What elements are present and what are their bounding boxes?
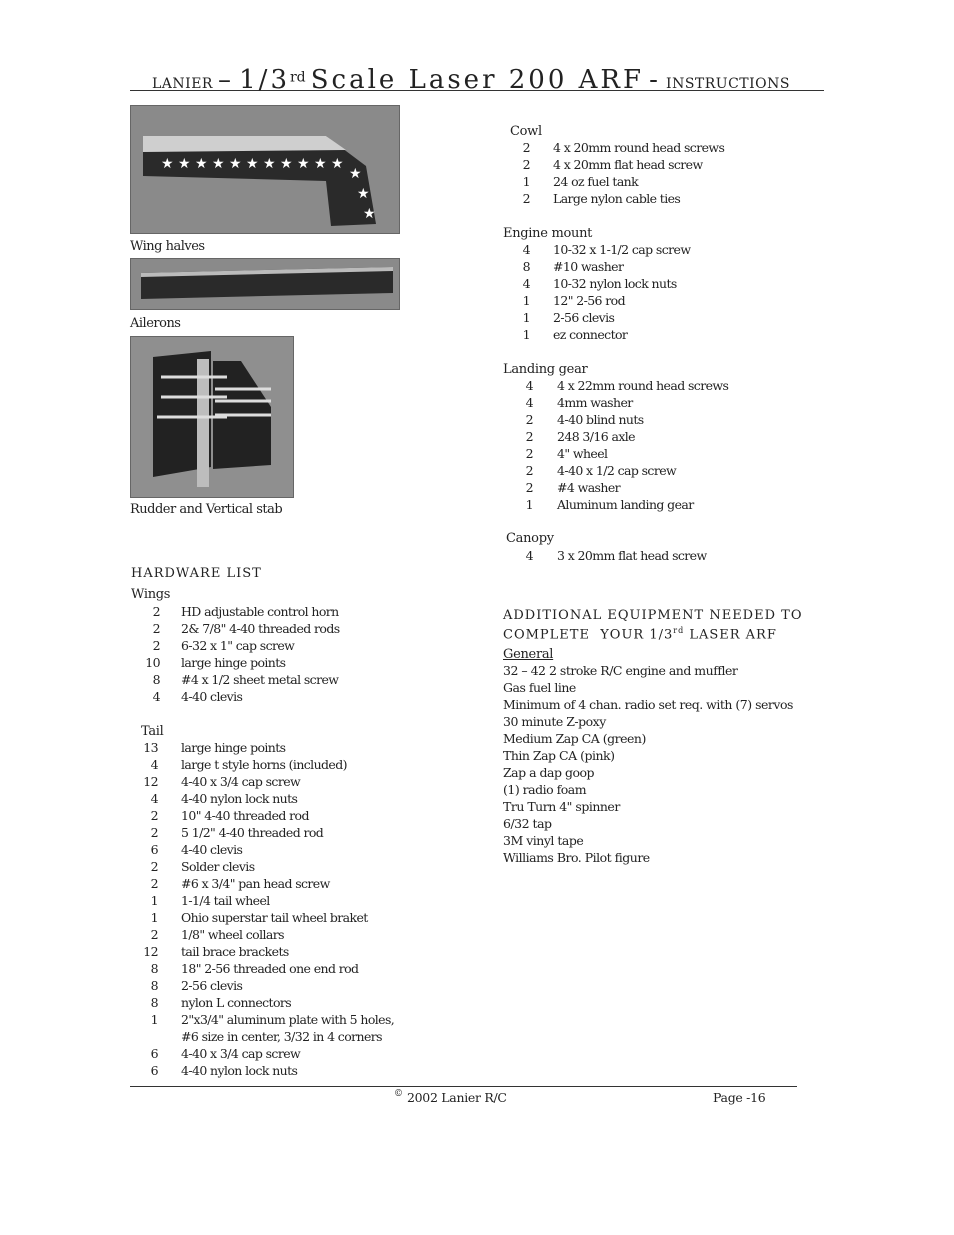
item-quantity: 2: [525, 463, 533, 478]
ailerons-caption: Ailerons: [130, 316, 181, 331]
item-quantity: 4: [150, 757, 158, 772]
ailerons-photo: [130, 258, 400, 310]
landing-gear-label: Landing gear: [503, 362, 588, 377]
additional-item: 6/32 tap: [503, 816, 552, 831]
wing-halves-photo: [130, 105, 400, 234]
item-quantity: 2: [152, 638, 160, 653]
item-description: 4-40 blind nuts: [557, 412, 644, 427]
additional-item: Tru Turn 4" spinner: [503, 799, 620, 814]
item-description: #10 washer: [553, 259, 624, 274]
item-description: 4-40 clevis: [181, 842, 243, 857]
additional-item: 3M vinyl tape: [503, 833, 584, 848]
item-quantity: 6: [150, 1063, 158, 1078]
item-description: 2"x3/4" aluminum plate with 5 holes,: [181, 1012, 395, 1027]
item-description: 4-40 nylon lock nuts: [181, 1063, 298, 1078]
item-description: HD adjustable control horn: [181, 604, 339, 619]
item-description: 24 oz fuel tank: [553, 174, 639, 189]
item-quantity: 2: [150, 825, 158, 840]
item-quantity: 1: [150, 910, 158, 925]
item-description: 3 x 20mm flat head screw: [557, 548, 707, 563]
item-description: 2& 7/8" 4-40 threaded rods: [181, 621, 340, 636]
item-quantity: 4: [522, 276, 530, 291]
item-description: #4 washer: [557, 480, 620, 495]
item-quantity: 10: [145, 655, 160, 670]
item-description: large hinge points: [181, 655, 286, 670]
item-quantity: 1: [522, 293, 530, 308]
item-quantity: 1: [522, 327, 530, 342]
tail-label: Tail: [141, 724, 164, 739]
additional-title-line2-text: COMPLETE YOUR 1/3: [503, 627, 674, 643]
item-description: 4-40 x 3/4 cap screw: [181, 1046, 301, 1061]
item-quantity: 2: [150, 927, 158, 942]
item-quantity: 2: [525, 446, 533, 461]
item-quantity: 2: [525, 480, 533, 495]
item-quantity: 1: [525, 497, 533, 512]
item-quantity: 2: [150, 859, 158, 874]
item-description: tail brace brackets: [181, 944, 289, 959]
item-description: 248 3/16 axle: [557, 429, 635, 444]
item-quantity: 13: [143, 740, 158, 755]
item-quantity: 2: [152, 604, 160, 619]
item-description: 1/8" wheel collars: [181, 927, 284, 942]
canopy-label: Canopy: [506, 531, 554, 546]
item-description: 18" 2-56 threaded one end rod: [181, 961, 359, 976]
additional-item: Williams Bro. Pilot figure: [503, 850, 650, 865]
copyright-text: 2002 Lanier R/C: [407, 1090, 507, 1105]
item-quantity: 2: [522, 157, 530, 172]
additional-item: Zap a dap goop: [503, 765, 595, 780]
item-description: nylon L connectors: [181, 995, 292, 1010]
item-description: 4-40 nylon lock nuts: [181, 791, 298, 806]
additional-item: Minimum of 4 chan. radio set req. with (7) servos: [503, 697, 793, 712]
rudder-caption: Rudder and Vertical stab: [130, 502, 283, 517]
item-quantity: 2: [150, 876, 158, 891]
header-sup: rd: [289, 69, 306, 86]
svg-text:★: ★: [363, 206, 376, 222]
additional-item: 30 minute Z-poxy: [503, 714, 606, 729]
item-description: 2-56 clevis: [181, 978, 243, 993]
general-label: General: [503, 647, 554, 662]
item-quantity: 1: [150, 1012, 158, 1027]
item-quantity: 2: [522, 140, 530, 155]
item-quantity: 4: [525, 378, 533, 393]
item-description: Large nylon cable ties: [553, 191, 681, 206]
item-description: 4-40 x 1/2 cap screw: [557, 463, 677, 478]
svg-text:★ ★ ★ ★ ★ ★ ★ ★ ★ ★ ★: ★ ★ ★ ★ ★ ★ ★ ★ ★ ★ ★: [161, 156, 344, 172]
item-description: #4 x 1/2 sheet metal screw: [181, 672, 339, 687]
item-quantity: 2: [525, 429, 533, 444]
wing-halves-caption: Wing halves: [130, 239, 205, 254]
item-description: 12" 2-56 rod: [553, 293, 625, 308]
rudder-image: [131, 337, 293, 497]
item-quantity: 4: [150, 791, 158, 806]
additional-item: Thin Zap CA (pink): [503, 748, 615, 763]
item-quantity: 6: [150, 1046, 158, 1061]
additional-item: (1) radio foam: [503, 782, 587, 797]
item-quantity: 8: [152, 672, 160, 687]
item-description: ez connector: [553, 327, 628, 342]
header-fraction: 1/3: [239, 65, 290, 95]
ailerons-image: [131, 259, 399, 309]
item-description: 4-40 clevis: [181, 689, 243, 704]
item-quantity: 1: [150, 893, 158, 908]
additional-item: Gas fuel line: [503, 680, 576, 695]
item-description: 10-32 nylon lock nuts: [553, 276, 677, 291]
additional-title-sup: rd: [673, 626, 685, 635]
item-description: Solder clevis: [181, 859, 255, 874]
item-quantity: 6: [150, 842, 158, 857]
hardware-list-title: HARDWARE LIST: [131, 566, 262, 581]
item-description: 6-32 x 1" cap screw: [181, 638, 295, 653]
item-quantity: 12: [143, 944, 158, 959]
item-quantity: 4: [525, 395, 533, 410]
item-quantity: 8: [150, 961, 158, 976]
item-description: 10" 4-40 threaded rod: [181, 808, 309, 823]
item-description: #6 size in center, 3/32 in 4 corners: [181, 1029, 382, 1044]
item-description: #6 x 3/4" pan head screw: [181, 876, 330, 891]
item-quantity: 4: [525, 548, 533, 563]
item-quantity: 2: [525, 412, 533, 427]
item-description: 4-40 x 3/4 cap screw: [181, 774, 301, 789]
additional-title-line2: [503, 626, 777, 642]
cowl-label: Cowl: [510, 124, 542, 139]
item-description: Aluminum landing gear: [557, 497, 694, 512]
engine-mount-label: Engine mount: [503, 226, 593, 241]
additional-title-line1: ADDITIONAL EQUIPMENT NEEDED TO: [503, 608, 803, 623]
footer-rule: [130, 1086, 797, 1087]
header-brand: LANIER: [152, 76, 213, 92]
wings-label: Wings: [131, 587, 171, 602]
svg-text:★: ★: [349, 166, 362, 182]
header-instructions: INSTRUCTIONS: [666, 76, 790, 92]
wing-halves-image: [131, 106, 399, 233]
item-quantity: 1: [522, 174, 530, 189]
item-description: Ohio superstar tail wheel braket: [181, 910, 368, 925]
additional-item: 32 – 42 2 stroke R/C engine and muffler: [503, 663, 738, 678]
copyright-symbol: ©: [394, 1089, 403, 1099]
item-quantity: 8: [522, 259, 530, 274]
item-quantity: 2: [522, 191, 530, 206]
item-quantity: 1: [522, 310, 530, 325]
item-description: large t style horns (included): [181, 757, 347, 772]
item-description: 10-32 x 1-1/2 cap screw: [553, 242, 691, 257]
header-title: Scale Laser 200 ARF: [310, 65, 645, 95]
item-quantity: 8: [150, 978, 158, 993]
item-description: 4mm washer: [557, 395, 633, 410]
additional-title-line2-end: LASER ARF: [684, 627, 777, 643]
item-quantity: 4: [152, 689, 160, 704]
item-quantity: 2: [150, 808, 158, 823]
header-dash-2: -: [649, 65, 661, 95]
item-quantity: 12: [143, 774, 158, 789]
item-description: 4 x 22mm round head screws: [557, 378, 729, 393]
item-quantity: 2: [152, 621, 160, 636]
rudder-photo: [130, 336, 294, 498]
svg-text:★: ★: [357, 186, 370, 202]
item-quantity: 4: [522, 242, 530, 257]
item-description: 4 x 20mm flat head screw: [553, 157, 703, 172]
item-description: 1-1/4 tail wheel: [181, 893, 270, 908]
item-description: 4 x 20mm round head screws: [553, 140, 725, 155]
page-header: [130, 56, 824, 95]
item-description: large hinge points: [181, 740, 286, 755]
additional-item: Medium Zap CA (green): [503, 731, 646, 746]
item-description: 4" wheel: [557, 446, 608, 461]
page-number: Page -16: [713, 1090, 766, 1105]
item-quantity: 8: [150, 995, 158, 1010]
item-description: 5 1/2" 4-40 threaded rod: [181, 825, 324, 840]
item-description: 2-56 clevis: [553, 310, 615, 325]
header-dash: –: [218, 65, 235, 95]
